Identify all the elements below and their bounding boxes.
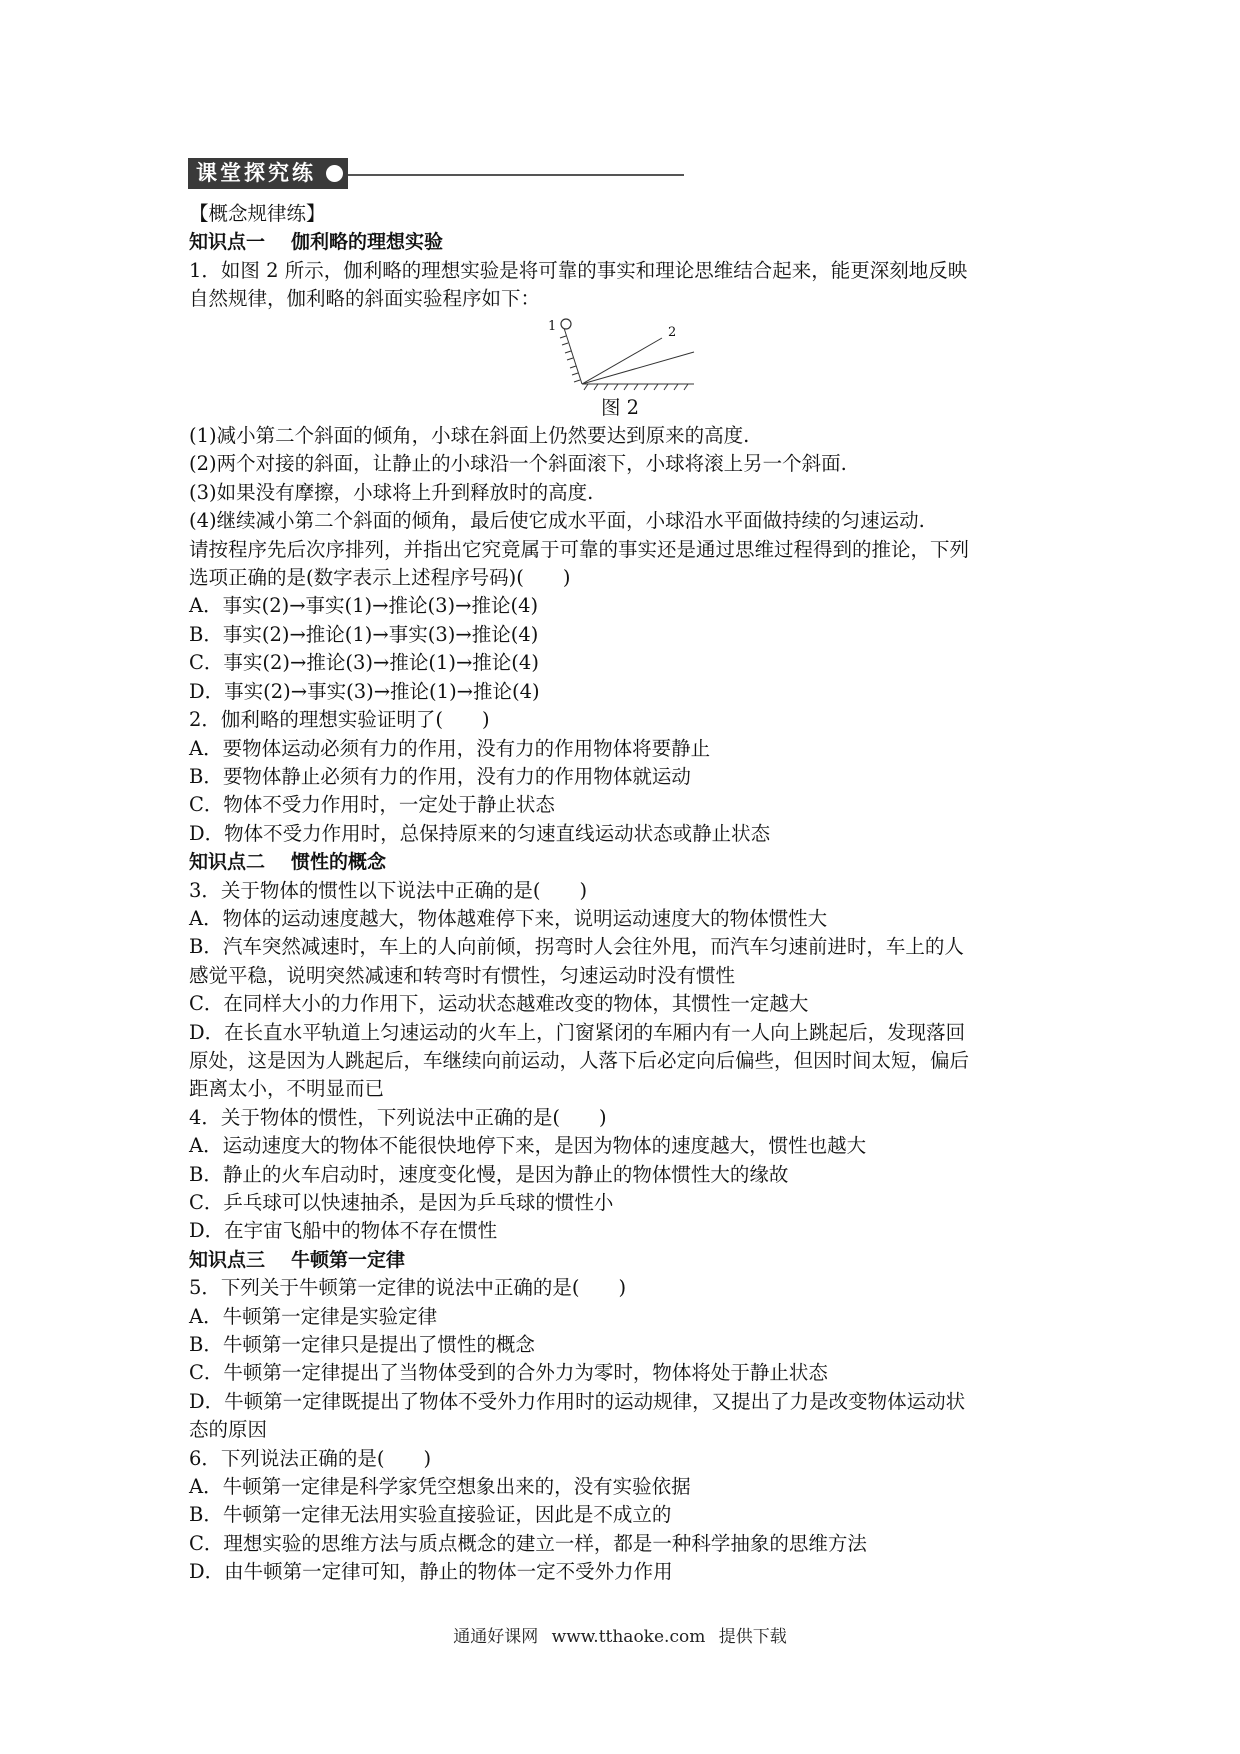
incline-figure: [189, 314, 1059, 394]
q5-text: 5．下列关于牛顿第一定律的说法中正确的是( ): [189, 1276, 627, 1300]
q1-option: A．事实(2)→事实(1)→推论(3)→推论(4): [189, 594, 539, 618]
q1-step: (1)减小第二个斜面的倾角，小球在斜面上仍然要达到原来的高度.: [189, 424, 750, 448]
q1-option: D．事实(2)→事实(3)→推论(1)→推论(4): [189, 679, 540, 703]
footer-url[interactable]: www.tthaoke.com: [551, 1627, 706, 1647]
q5-option-d-line2: 态的原因: [189, 1418, 268, 1442]
q3-text: 3．关于物体的惯性以下说法中正确的是( ): [189, 878, 588, 902]
q5-option-d-line1: D．牛顿第一定律既提出了物体不受外力作用时的运动规律，又提出了力是改变物体运动状: [189, 1389, 966, 1413]
knowledge-point-2: [189, 848, 1059, 876]
footer-note: 提供下载: [718, 1627, 787, 1647]
q1-option: B．事实(2)→推论(1)→事实(3)→推论(4): [189, 622, 539, 646]
q1-step: (2)两个对接的斜面，让静止的小球沿一个斜面滚下，小球将滚上另一个斜面.: [189, 452, 847, 476]
q4-option: C．乒乓球可以快速抽杀，是因为乒乓球的惯性小: [189, 1191, 614, 1214]
q4-option: A．运动速度大的物体不能很快地停下来，是因为物体的速度越大，惯性也越大: [189, 1134, 867, 1158]
q3-option-d-line3: 距离太小，不明显而已: [189, 1077, 385, 1101]
q1-text-line1: 1．如图 2 所示，伽利略的理想实验是将可靠的事实和理论思维结合起来，能更深刻地反映: [189, 258, 968, 282]
q3-option-a: A．物体的运动速度越大，物体越难停下来，说明运动速度大的物体惯性大: [189, 906, 828, 930]
q4-option: B．静止的火车启动时，速度变化慢，是因为静止的物体惯性大的缘故: [189, 1162, 789, 1186]
q1-text-line2: 自然规律，伽利略的斜面实验程序如下：: [189, 287, 541, 311]
kp2-title: 惯性的概念: [291, 851, 387, 874]
q2-text: 2．伽利略的理想实验证明了( ): [189, 708, 490, 732]
q5-option-c: C．牛顿第一定律提出了当物体受到的合外力为零时，物体将处于静止状态: [189, 1361, 828, 1385]
footer-site: 通通好课网: [453, 1627, 539, 1647]
q6-option: A．牛顿第一定律是科学家凭空想象出来的，没有实验依据: [189, 1475, 691, 1499]
q1-ask-line1: 请按程序先后次序排列，并指出它究竟属于可靠的事实还是通过思维过程得到的推论，下列: [189, 537, 970, 561]
q6-option: C．理想实验的思维方法与质点概念的建立一样，都是一种科学抽象的思维方法: [189, 1531, 867, 1555]
q3-option-b-line1: B．汽车突然减速时，车上的人向前倾，拐弯时人会往外甩，而汽车匀速前进时，车上的人: [189, 935, 964, 959]
worksheet-body: [189, 200, 1059, 1587]
q2-option: D．物体不受力作用时，总保持原来的匀速直线运动状态或静止状态: [189, 821, 771, 845]
q2-option: A．要物体运动必须有力的作用，没有力的作用物体将要静止: [189, 736, 711, 760]
knowledge-point-3: [189, 1246, 1059, 1274]
q5-option-b: B．牛顿第一定律只是提出了惯性的概念: [189, 1333, 535, 1357]
q1-step: (4)继续减小第二个斜面的倾角，最后使它成水平面，小球沿水平面做持续的匀速运动.: [189, 509, 925, 533]
kp3-number: 知识点三: [189, 1248, 266, 1271]
q1-ask-line2: 选项正确的是(数字表示上述程序号码)( ): [189, 566, 571, 590]
q2-option: B．要物体静止必须有力的作用，没有力的作用物体就运动: [189, 764, 691, 788]
q4-text: 4．关于物体的惯性，下列说法中正确的是( ): [189, 1105, 607, 1129]
section-header: [188, 158, 684, 190]
kp3-title: 牛顿第一定律: [291, 1248, 406, 1271]
ball-icon: [561, 319, 571, 329]
category-label: 【概念规律练】: [189, 202, 326, 225]
kp1-title: 伽利略的理想实验: [291, 231, 444, 254]
q6-option: D．由牛顿第一定律可知，静止的物体一定不受外力作用: [189, 1560, 673, 1584]
section-title: 课堂探究练: [188, 158, 348, 189]
kp2-number: 知识点二: [189, 851, 266, 874]
q6-option: B．牛顿第一定律无法用实验直接验证，因此是不成立的: [189, 1503, 672, 1527]
q1-step: (3)如果没有摩擦，小球将上升到释放时的高度.: [189, 480, 594, 504]
q2-option: C．物体不受力作用时，一定处于静止状态: [189, 793, 555, 817]
q3-option-b-line2: 感觉平稳，说明突然减速和转弯时有惯性，匀速运动时没有惯性: [189, 963, 736, 987]
figure-caption: 图 2: [600, 395, 640, 419]
figure-label-2: 2: [668, 324, 677, 340]
figure-label-1: 1: [548, 318, 557, 334]
q6-text: 6．下列说法正确的是( ): [189, 1446, 432, 1470]
q4-option: D．在宇宙飞船中的物体不存在惯性: [189, 1219, 498, 1243]
incline-diagram: [544, 316, 714, 396]
q1-option: C．事实(2)→推论(3)→推论(1)→推论(4): [189, 651, 539, 675]
bullet-dot-icon: [326, 165, 343, 182]
page-footer: [0, 1622, 1240, 1647]
knowledge-point-1: [189, 228, 1059, 256]
q3-option-c: C．在同样大小的力作用下，运动状态越难改变的物体，其惯性一定越大: [189, 992, 809, 1016]
q3-option-d-line2: 原处，这是因为人跳起后，车继续向前运动，人落下后必定向后偏些，但因时间太短，偏后: [189, 1048, 970, 1072]
kp1-number: 知识点一: [189, 231, 266, 254]
header-divider: [348, 174, 684, 176]
q3-option-d-line1: D．在长直水平轨道上匀速运动的火车上，门窗紧闭的车厢内有一人向上跳起后，发现落回: [189, 1020, 966, 1044]
q5-option-a: A．牛顿第一定律是实验定律: [189, 1304, 438, 1328]
